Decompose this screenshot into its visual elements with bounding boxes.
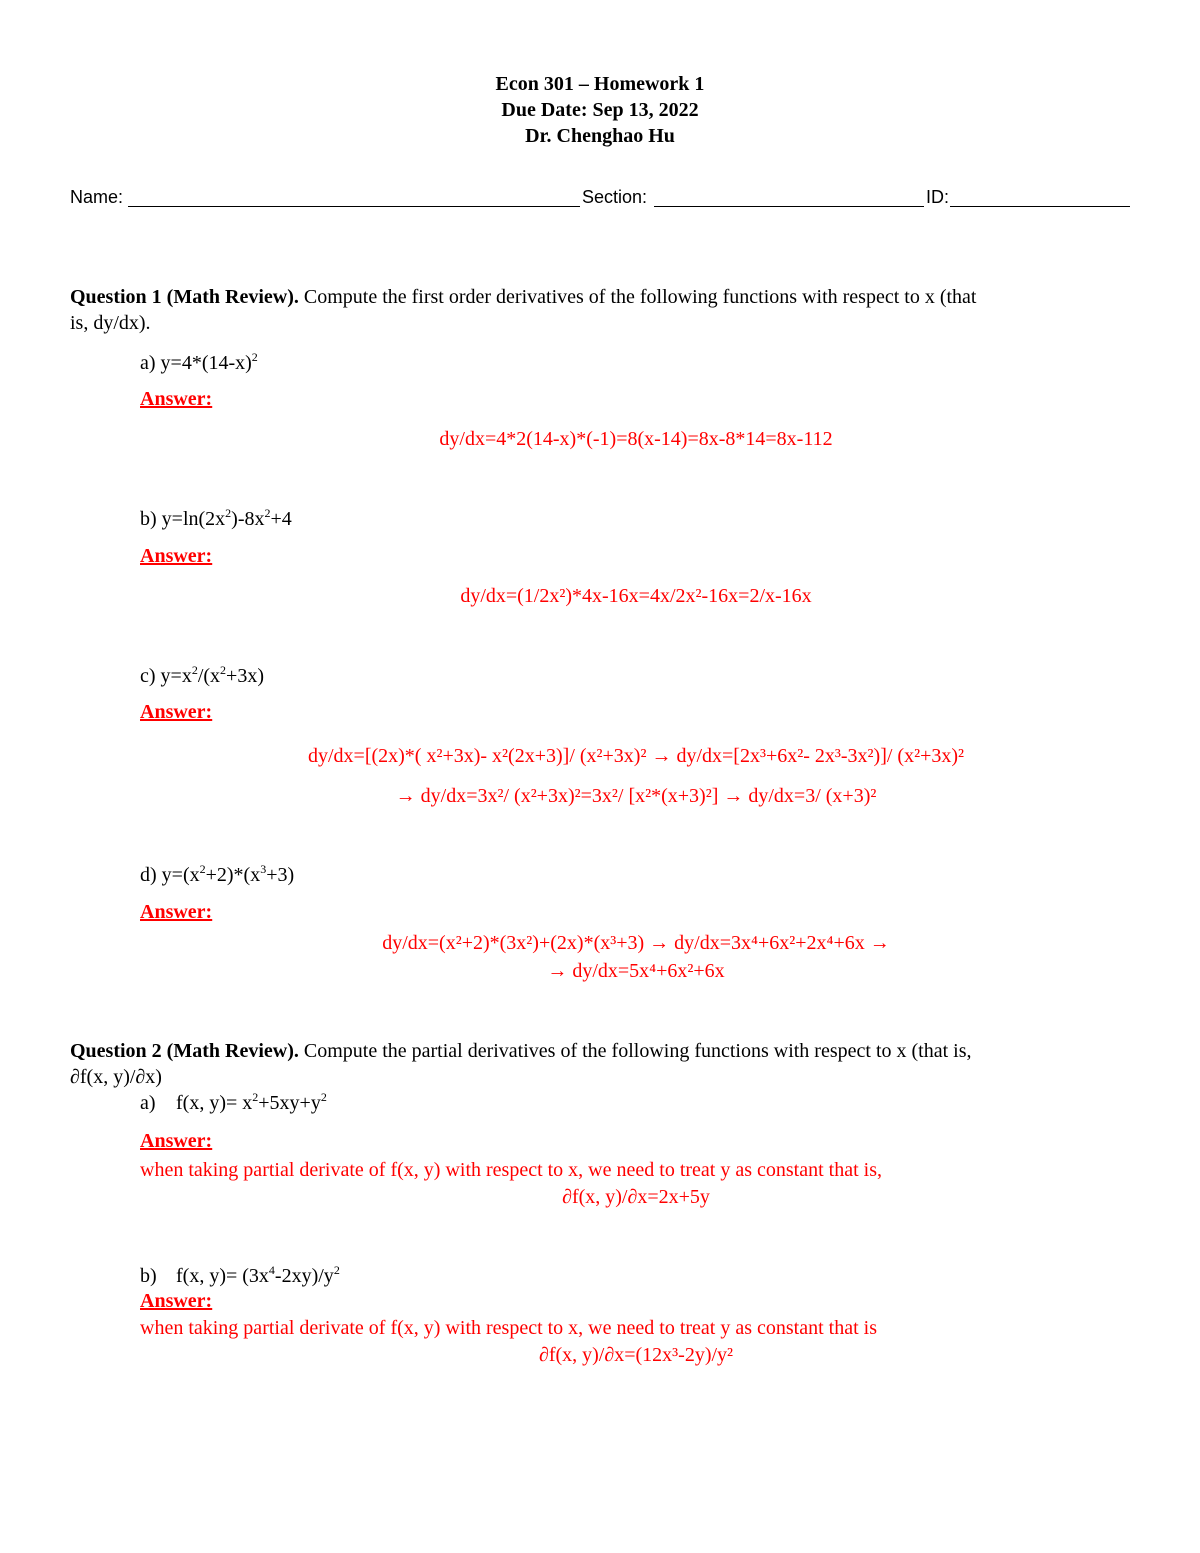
q2b-answer-label: Answer: [140, 1290, 213, 1312]
question-1-text: Compute the first order derivatives of the following functions with respect to x (that [298, 286, 977, 308]
q1a-answer-label: Answer: [140, 388, 213, 410]
question-2-title: Question 2 (Math Review). [70, 1040, 299, 1062]
q2-part-a: f(x, $y)= x^2+5xy+y^2$ [176, 1090, 327, 1114]
section-label: Section: [582, 187, 648, 207]
question-1-text-line2: is, dy/dx). [70, 312, 151, 334]
q2-part-b: f(x, $y)= (3x^4-2xy)/y^2$ [176, 1263, 340, 1287]
q2a-explanation: when taking partial derivate of f(x, y) with respect to x, we need to treat y as constant that is, [140, 1159, 882, 1181]
name-field-line[interactable] [128, 206, 580, 207]
id-label: ID: [926, 187, 950, 207]
q2-part-a-prefix: a) [140, 1092, 156, 1114]
q2b-explanation: when taking partial derivate of f(x, y) with respect to x, we need to treat y as constant that is [140, 1317, 877, 1339]
q1-part-c: c) $y=x^2/(x^2+3x)$ [140, 663, 264, 687]
q2b-result: ∂f(x, y)/∂x=(12x³-2y)/y² [538, 1344, 734, 1366]
question-1-intro [70, 284, 976, 310]
q1-part-d: d) $y=(x^2+2)*(x^3+3)$ [140, 862, 295, 886]
section-field-line[interactable] [654, 206, 924, 207]
q1d-answer-label: Answer: [140, 901, 213, 923]
name-label: Name: [70, 187, 124, 207]
q1a-answer: dy/dx=4*2(14-x)*(-1)=8(x-14)=8x-8*14=8x-112 [439, 428, 833, 450]
q1b-answer: dy/dx=(1/2x²)*4x-16x=4x/2x²-16x=2/x-16x [460, 585, 812, 607]
due-date: Due Date: Sep 13, 2022 [501, 99, 699, 121]
question-2-text: Compute the partial derivatives of the following functions with respect to x (that is, [298, 1040, 972, 1062]
q1d-answer-line2: → dy/dx=5x⁴+6x²+6x [547, 960, 725, 982]
q2a-result: ∂f(x, y)/∂x=2x+5y [562, 1186, 710, 1208]
q1d-answer-line1: dy/dx=(x²+2)*(3x²)+(2x)*(x³+3) → dy/dx=3x⁴+6x²+2x⁴+6x → [382, 932, 890, 954]
question-1-title: Question 1 (Math Review). [70, 286, 299, 308]
doc-title: Econ 301 – Homework 1 [495, 73, 705, 95]
q1b-answer-label: Answer: [140, 545, 213, 567]
question-2-text-line2: ∂f(x, y)/∂x) [70, 1066, 162, 1088]
q1-part-b: b) $y=\ln(2x^2)-8x^2+4$ [140, 506, 292, 530]
q1c-answer-label: Answer: [140, 701, 213, 723]
q1-part-a: a) $y=4*(14-x)^2$ [140, 350, 258, 374]
id-field-line[interactable] [950, 206, 1130, 207]
instructor: Dr. Chenghao Hu [525, 125, 675, 147]
q1c-answer-line1: dy/dx=[(2x)*( x²+3x)- x²(2x+3)]/ (x²+3x)² → dy/dx=[2x³+6x²- 2x³-3x²)]/ (x²+3x)² [307, 745, 965, 767]
q2a-answer-label: Answer: [140, 1130, 213, 1152]
question-2-intro [70, 1038, 972, 1064]
q2-part-b-prefix: b) [140, 1265, 157, 1287]
q1c-answer-line2: → dy/dx=3x²/ (x²+3x)²=3x²/ [x²*(x+3)²] → dy/dx=3/ (x+3)² [395, 785, 877, 807]
